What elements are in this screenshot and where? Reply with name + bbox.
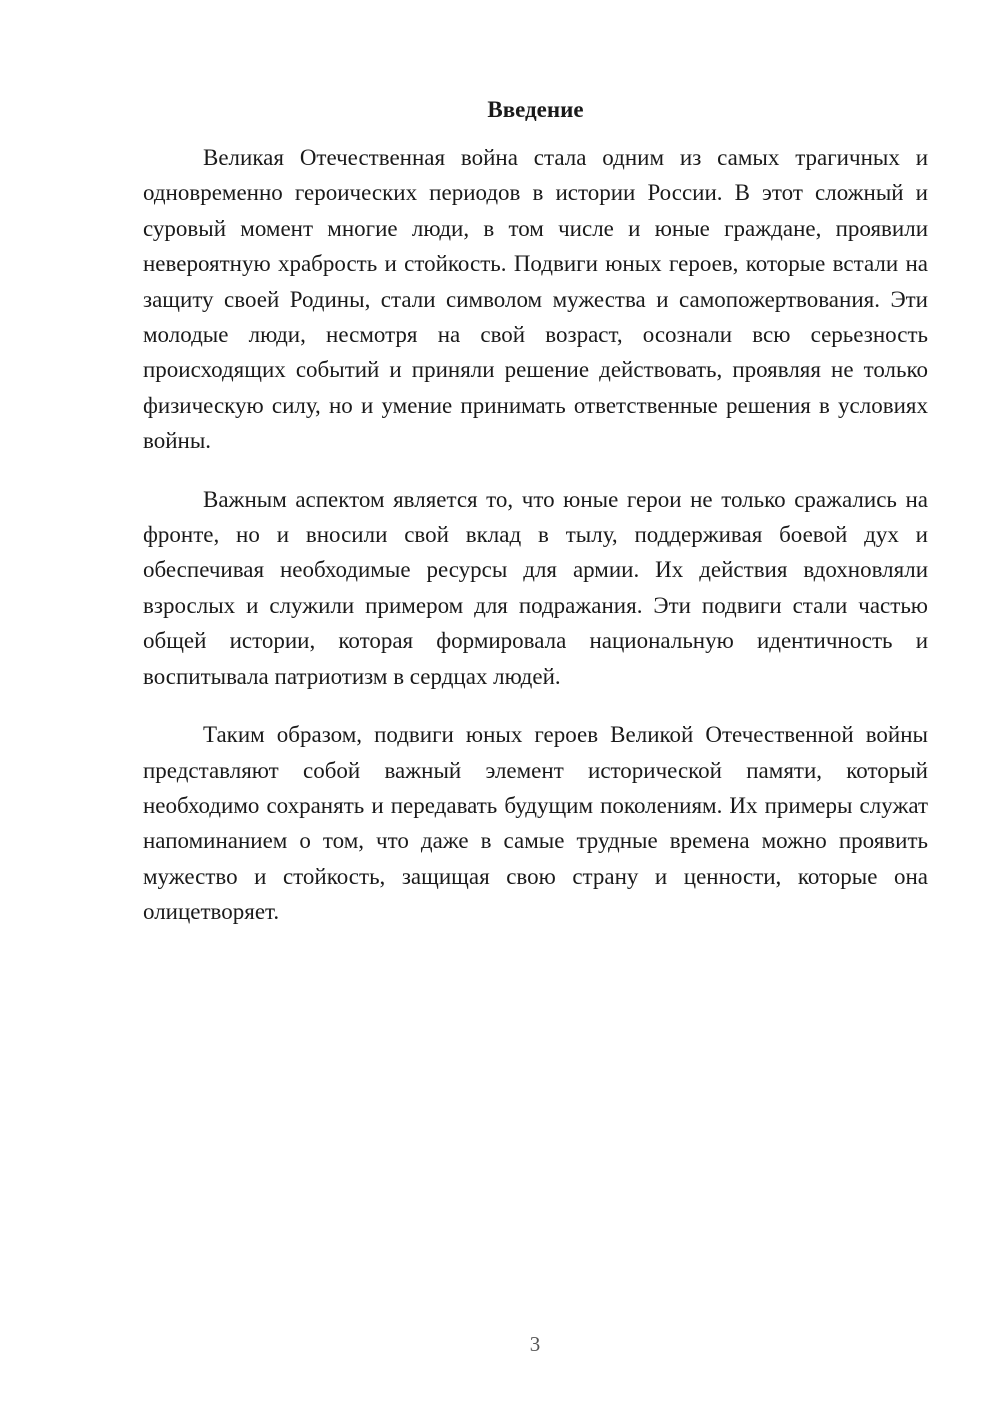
paragraph-1: Великая Отечественная война стала одним из самых трагичных и одновременно героических периодов в истории России. В этот сложный и суровый момент многие люди, в том числе и юные граждане, проявили невероятную храбрость и стойкость. Подвиги юных героев, которые встали на защиту своей Родины, стали символом мужества и самопожертвования. Эти молодые люди, несмотря на свой возраст, осознали всю серьезность происходящих событий и приняли решение действовать, проявляя не только физическую силу, но и умение принимать ответственные решения в условиях войны. [143, 145, 928, 454]
section-heading: Введение [487, 97, 584, 122]
paragraph-2: Важным аспектом является то, что юные герои не только сражались на фронте, но и вносили свой вклад в тылу, поддерживая боевой дух и обеспечивая необходимые ресурсы для армии. Их действия вдохновляли взрослых и служили примером для подражания. Эти подвиги стали частью общей истории, которая формировала национальную идентичность и воспитывала патриотизм в сердцах людей. [143, 486, 928, 689]
page-content [143, 90, 928, 953]
paragraph-3: Таким образом, подвиги юных героев Великой Отечественной войны представляют собой важный элемент исторической памяти, который необходимо сохранять и передавать будущим поколениям. Их примеры служат напоминанием о том, что даже в самые трудные времена можно проявить мужество и стойкость, защищая свою страну и ценности, которые она олицетворяет. [143, 722, 928, 925]
page-number: 3 [529, 1332, 541, 1356]
